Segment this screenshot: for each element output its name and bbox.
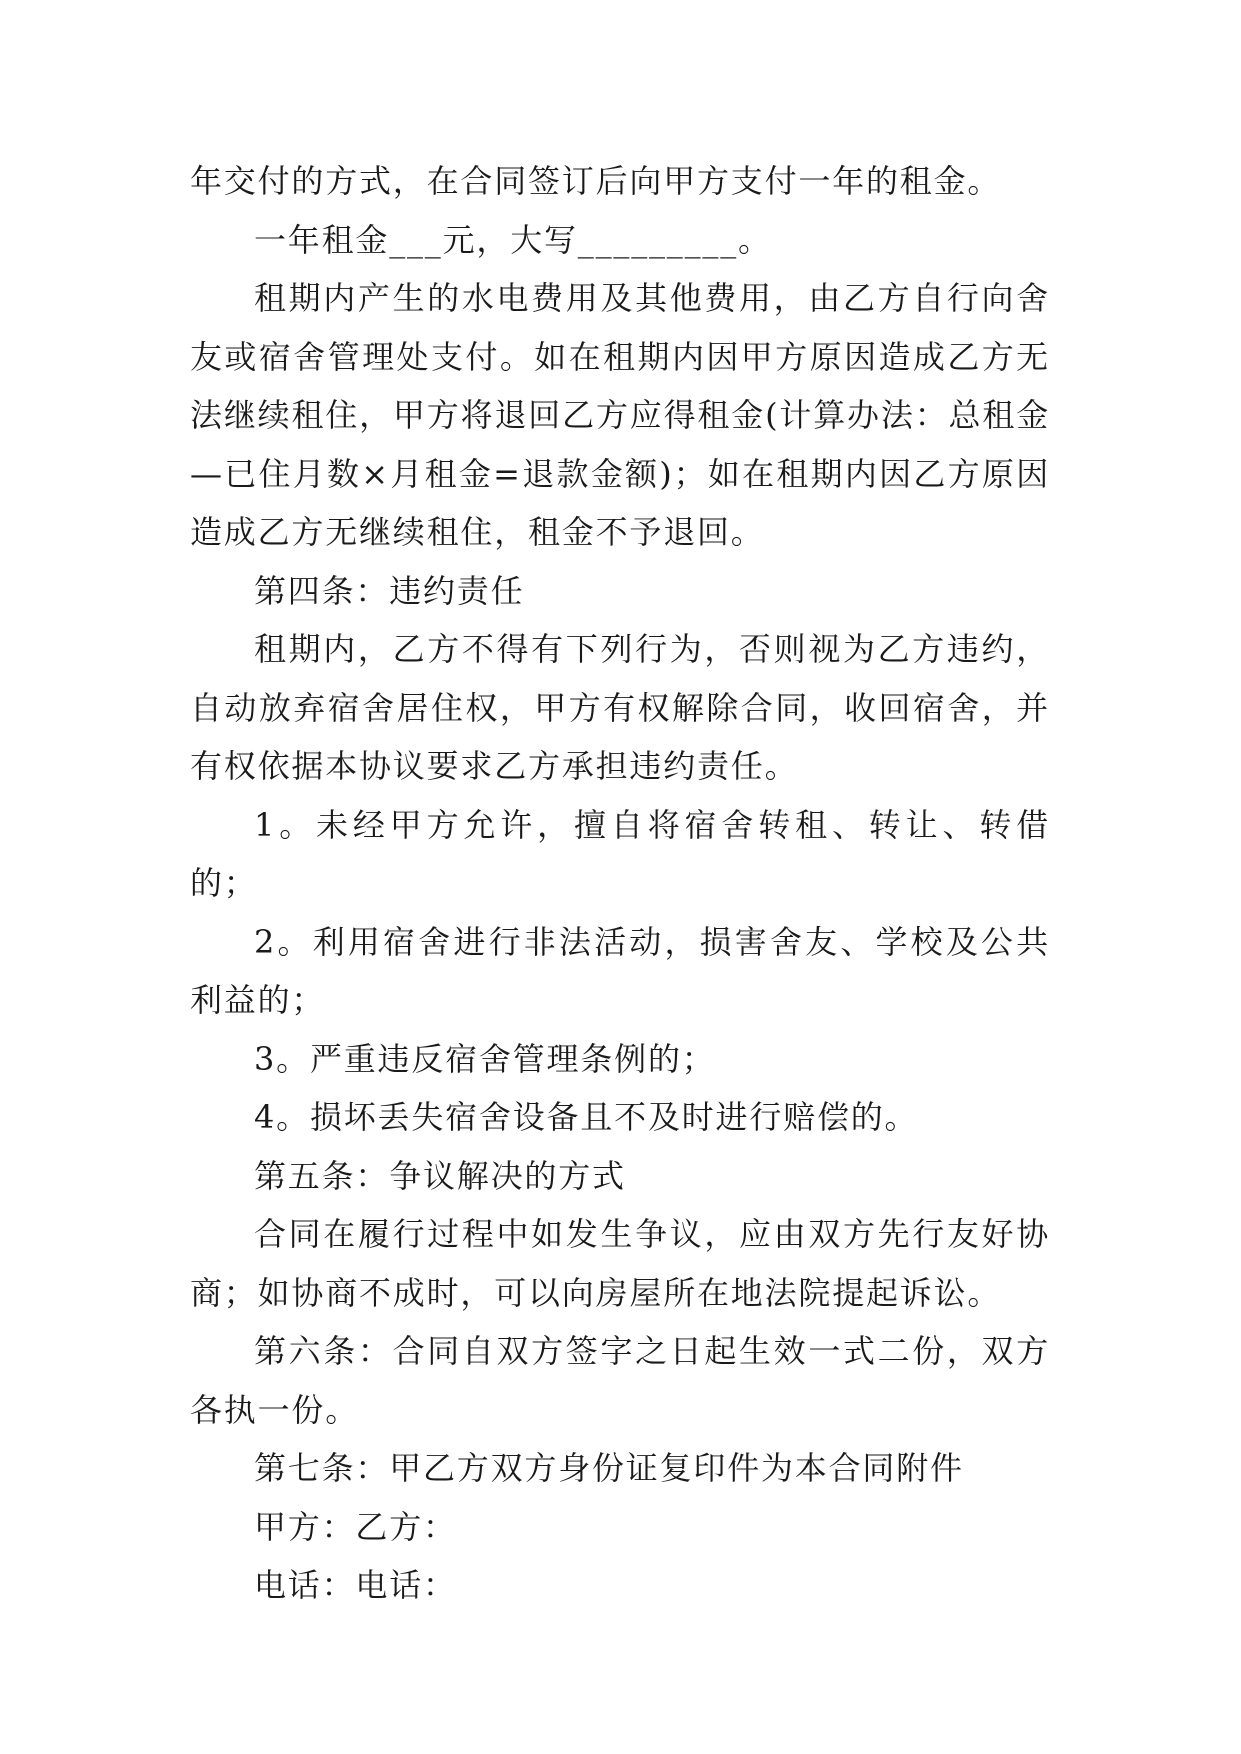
heading-article-5: 第五条：争议解决的方式 xyxy=(254,1156,626,1195)
signature-phone-line: 电话：电话： xyxy=(254,1566,457,1604)
paragraph-article-7: 第七条：甲乙方双方身份证复印件为本合同附件 xyxy=(254,1449,964,1487)
document-page xyxy=(190,152,1050,1615)
list-item-4: 4。损坏丢失宿舍设备且不及时进行赔偿的。 xyxy=(254,1098,919,1136)
list-item-3: 3。严重违反宿舍管理条例的； xyxy=(254,1039,716,1078)
paragraph-rent-payment-continued: 年交付的方式，在合同签订后向甲方支付一年的租金。 xyxy=(190,162,1002,200)
paragraph-annual-rent: 一年租金___元，大写_________。 xyxy=(254,220,772,259)
list-item-2: 2。利用宿舍进行非法活动，损害舍友、学校及公共利益的； xyxy=(190,922,1050,1019)
list-item-1: 1。未经甲方允许，擅自将宿舍转租、转让、转借的； xyxy=(190,805,1050,902)
heading-article-4: 第四条：违约责任 xyxy=(254,571,525,610)
signature-parties-line: 甲方：乙方： xyxy=(254,1507,457,1546)
paragraph-utility-fees: 租期内产生的水电费用及其他费用，由乙方自行向舍友或宿舍管理处支付。如在租期内因甲方原因造成乙方无法继续租住，甲方将退回乙方应得租金(计算办法：总租金—已住月数×月租金=退款金额)；如在租期内因乙方原因造成乙方无继续租住，租金不予退回。 xyxy=(190,279,1050,551)
paragraph-breach-conditions: 租期内，乙方不得有下列行为，否则视为乙方违约，自动放弃宿舍居住权，甲方有权解除合同，收回宿舍，并有权依据本协议要求乙方承担违约责任。 xyxy=(190,630,1050,785)
paragraph-article-6: 第六条：合同自双方签字之日起生效一式二份，双方各执一份。 xyxy=(190,1332,1050,1429)
paragraph-dispute-resolution: 合同在履行过程中如发生争议，应由双方先行友好协商；如协商不成时，可以向房屋所在地法院提起诉讼。 xyxy=(190,1215,1050,1312)
